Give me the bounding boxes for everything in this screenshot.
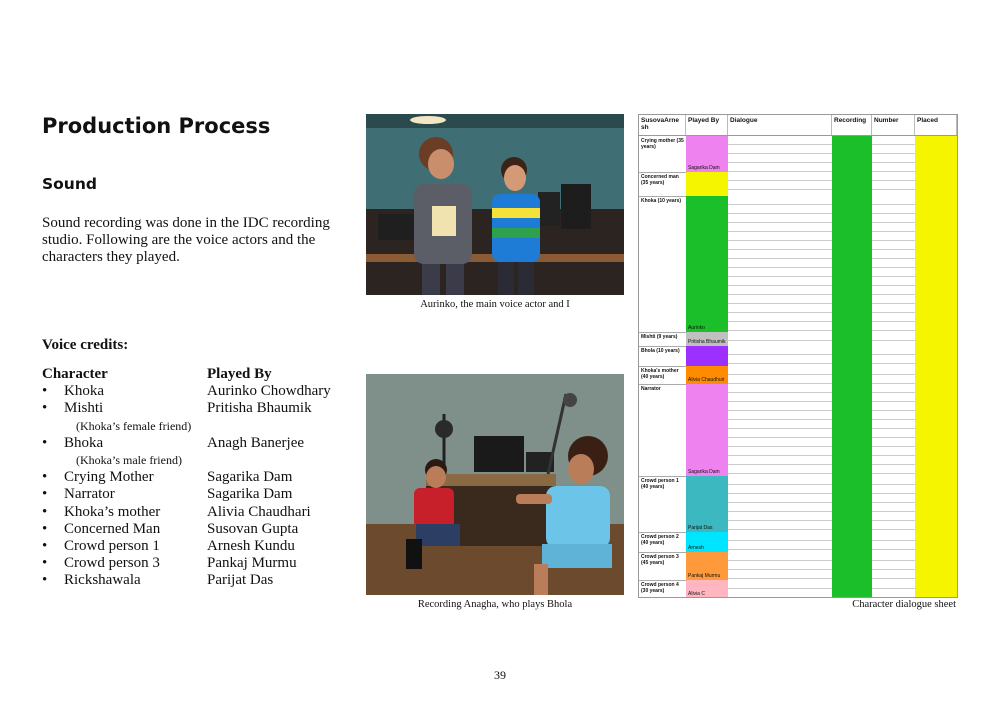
sheet-character-group — [639, 476, 957, 533]
sheet-actor-cell — [686, 196, 728, 332]
bullet-icon: • — [42, 383, 48, 400]
bullet-icon: • — [42, 555, 48, 572]
character-name: Narrator — [64, 486, 115, 503]
character-name: Rickshawala — [64, 572, 141, 589]
sheet-dialogue-cell — [728, 532, 832, 552]
bullet-icon: • — [42, 537, 48, 554]
sheet-number-cell — [872, 346, 915, 366]
sheet-character-name: Narrator — [641, 386, 661, 392]
credit-row — [42, 521, 362, 538]
intro-paragraph: Sound recording was done in the IDC recording studio. Following are the voice actors and the characters they played. — [42, 215, 330, 265]
actor-name: Arnesh Kundu — [207, 537, 295, 554]
sheet-actor-name: Alivia C — [688, 591, 705, 597]
sheet-placed-cell — [915, 346, 957, 366]
credit-row — [42, 383, 362, 400]
credit-row — [42, 400, 362, 417]
credit-character — [42, 504, 207, 521]
section-title: Sound — [42, 175, 97, 193]
caption-photo2: Recording Anagha, who plays Bhola — [417, 599, 573, 610]
actor-name: Anagh Banerjee — [207, 434, 305, 451]
sheet-dialogue-cell — [728, 332, 832, 346]
sheet-character-group — [639, 366, 957, 385]
bullet-icon: • — [42, 469, 48, 486]
page-title: Production Process — [42, 114, 271, 138]
sheet-actor-name: Pankaj Murmu — [688, 573, 721, 579]
photo-recording-session — [366, 374, 624, 595]
character-name: Bhoka — [64, 434, 104, 451]
sheet-recording-cell — [832, 196, 872, 332]
sheet-dialogue-cell — [728, 476, 832, 532]
actor-name: Susovan Gupta — [207, 520, 299, 537]
sheet-placed-cell — [915, 172, 957, 196]
voice-credits-list — [42, 366, 362, 589]
sheet-placed-cell — [915, 196, 957, 332]
sheet-number-cell — [872, 136, 915, 172]
bullet-icon: • — [42, 434, 48, 451]
credit-row — [42, 538, 362, 555]
sheet-recording-cell — [832, 552, 872, 580]
sheet-actor-name: Alivia Chaudhuri — [688, 377, 725, 383]
sheet-placed-cell — [915, 384, 957, 476]
sheet-placed-cell — [915, 332, 957, 346]
caption-photo1: Aurinko, the main voice actor and I — [420, 299, 570, 310]
character-note: (Khoka’s male friend) — [76, 452, 182, 467]
credit-character — [42, 435, 207, 452]
character-note: (Khoka’s female friend) — [76, 418, 192, 433]
sheet-actor-cell — [686, 476, 728, 532]
sheet-number-cell — [872, 196, 915, 332]
character-name: Khoka — [64, 383, 104, 400]
sheet-placed-cell — [915, 476, 957, 532]
sheet-placed-cell — [915, 136, 957, 172]
credit-character — [42, 538, 207, 555]
sheet-dialogue-cell — [728, 136, 832, 172]
character-name: Mishti — [64, 400, 104, 417]
sheet-character-name: Crowd person 4 (30 years) — [641, 582, 679, 594]
actor-name: Sagarika Dam — [207, 486, 293, 503]
sheet-recording-cell — [832, 384, 872, 476]
credit-row — [42, 555, 362, 572]
sheet-body — [639, 136, 957, 598]
sheet-placed-cell — [915, 580, 957, 598]
sheet-character-group — [639, 552, 957, 581]
sheet-actor-cell — [686, 532, 728, 552]
sheet-character-name: Crowd person 2 (40 years) — [641, 534, 679, 546]
character-name: Concerned Man — [64, 520, 161, 537]
sheet-actor-name: Sagarika Dam — [688, 469, 720, 475]
sheet-character-group — [639, 532, 957, 553]
sheet-header-recording: Recording — [832, 115, 872, 135]
sheet-placed-cell — [915, 532, 957, 552]
credit-character — [42, 521, 207, 538]
sheet-character-name: Bhola (10 years) — [641, 348, 680, 354]
actor-column-header: Played By — [207, 366, 272, 382]
character-column-header: Character — [42, 366, 108, 382]
sheet-actor-name: Arnesh — [688, 545, 704, 551]
sheet-recording-cell — [832, 346, 872, 366]
sheet-character-group — [639, 580, 957, 598]
sheet-actor-cell — [686, 552, 728, 580]
actor-name: Sagarika Dam — [207, 469, 293, 486]
sheet-recording-cell — [832, 580, 872, 598]
sheet-character-name: Concerned man (35 years) — [641, 174, 679, 186]
sheet-actor-cell — [686, 332, 728, 346]
credit-row — [42, 486, 362, 503]
sheet-placed-cell — [915, 552, 957, 580]
sheet-actor-name: Parijat Das — [688, 525, 713, 531]
sheet-actor-cell — [686, 580, 728, 598]
credit-character — [42, 469, 207, 486]
sheet-character-name: Crying mother (35 years) — [641, 138, 684, 150]
sheet-header-number: Number — [872, 115, 915, 135]
sheet-dialogue-cell — [728, 346, 832, 366]
sheet-recording-cell — [832, 332, 872, 346]
sheet-dialogue-cell — [728, 196, 832, 332]
sheet-dialogue-cell — [728, 172, 832, 196]
sheet-recording-cell — [832, 172, 872, 196]
credit-character — [42, 383, 207, 400]
bullet-icon: • — [42, 503, 48, 520]
sheet-dialogue-cell — [728, 552, 832, 580]
sheet-number-cell — [872, 366, 915, 384]
character-dialogue-sheet — [638, 114, 958, 598]
character-name: Khoka’s mother — [64, 503, 161, 520]
sheet-actor-name: Pritisha Bhaumik — [688, 339, 726, 345]
credit-character — [42, 400, 207, 417]
credit-character — [42, 572, 207, 589]
character-name: Crowd person 3 — [64, 555, 160, 572]
sheet-number-cell — [872, 332, 915, 346]
sheet-character-name: Crowd person 1 (40 years) — [641, 478, 679, 490]
sheet-number-cell — [872, 552, 915, 580]
page-number: 39 — [494, 668, 506, 682]
character-name: Crowd person 1 — [64, 537, 160, 554]
sheet-character-name: Mishti (9 years) — [641, 334, 678, 340]
sheet-recording-cell — [832, 532, 872, 552]
credit-row — [42, 504, 362, 521]
sheet-actor-name: Aurinko — [688, 325, 705, 331]
sheet-recording-cell — [832, 366, 872, 384]
credits-header-row — [42, 366, 362, 383]
sheet-actor-cell — [686, 346, 728, 366]
sheet-dialogue-cell — [728, 580, 832, 598]
photo-voice-actor — [366, 114, 624, 295]
sheet-number-cell — [872, 172, 915, 196]
sheet-character-group — [639, 346, 957, 367]
actor-name: Parijat Das — [207, 572, 274, 589]
credit-rows — [42, 383, 362, 589]
credit-character — [42, 486, 207, 503]
bullet-icon: • — [42, 520, 48, 537]
actor-name: Alivia Chaudhari — [207, 503, 311, 520]
photo-voice-actor-image — [366, 114, 624, 295]
credit-character — [42, 555, 207, 572]
sheet-character-group — [639, 384, 957, 477]
sheet-character-name: Khoka's mother (40 years) — [641, 368, 679, 380]
photo-recording-session-image — [366, 374, 624, 595]
sheet-number-cell — [872, 384, 915, 476]
credit-row — [42, 469, 362, 486]
sheet-header-placed: Placed — [915, 115, 957, 135]
sheet-recording-cell — [832, 136, 872, 172]
sheet-header-character: SusovaArne sh — [639, 115, 686, 135]
caption-sheet: Character dialogue sheet — [852, 599, 956, 610]
sheet-actor-name: Sagarika Dam — [688, 165, 720, 171]
actor-name: Pankaj Murmu — [207, 555, 297, 572]
character-name: Crying Mother — [64, 469, 154, 486]
sheet-dialogue-cell — [728, 384, 832, 476]
sheet-number-cell — [872, 476, 915, 532]
sheet-actor-cell — [686, 366, 728, 384]
bullet-icon: • — [42, 486, 48, 503]
sheet-header-played-by: Played By — [686, 115, 728, 135]
sheet-character-name: Khoka (10 years) — [641, 198, 682, 204]
sheet-character-group — [639, 196, 957, 333]
credit-row — [42, 435, 362, 452]
bullet-icon: • — [42, 572, 48, 589]
sheet-recording-cell — [832, 476, 872, 532]
actor-name: Pritisha Bhaumik — [207, 400, 312, 417]
credit-row — [42, 572, 362, 589]
sheet-character-name: Crowd person 3 (45 years) — [641, 554, 679, 566]
sheet-number-cell — [872, 532, 915, 552]
sheet-actor-cell — [686, 136, 728, 172]
actor-name: Aurinko Chowdhary — [207, 383, 331, 400]
voice-credits-heading: Voice credits: — [42, 337, 129, 353]
sheet-placed-cell — [915, 366, 957, 384]
bullet-icon: • — [42, 400, 48, 417]
sheet-character-group — [639, 136, 957, 173]
sheet-header-dialogue: Dialogue — [728, 115, 832, 135]
sheet-dialogue-cell — [728, 366, 832, 384]
sheet-actor-cell — [686, 172, 728, 196]
sheet-number-cell — [872, 580, 915, 598]
sheet-character-group — [639, 172, 957, 197]
sheet-header-row — [639, 115, 957, 136]
sheet-actor-cell — [686, 384, 728, 476]
sheet-character-group — [639, 332, 957, 347]
